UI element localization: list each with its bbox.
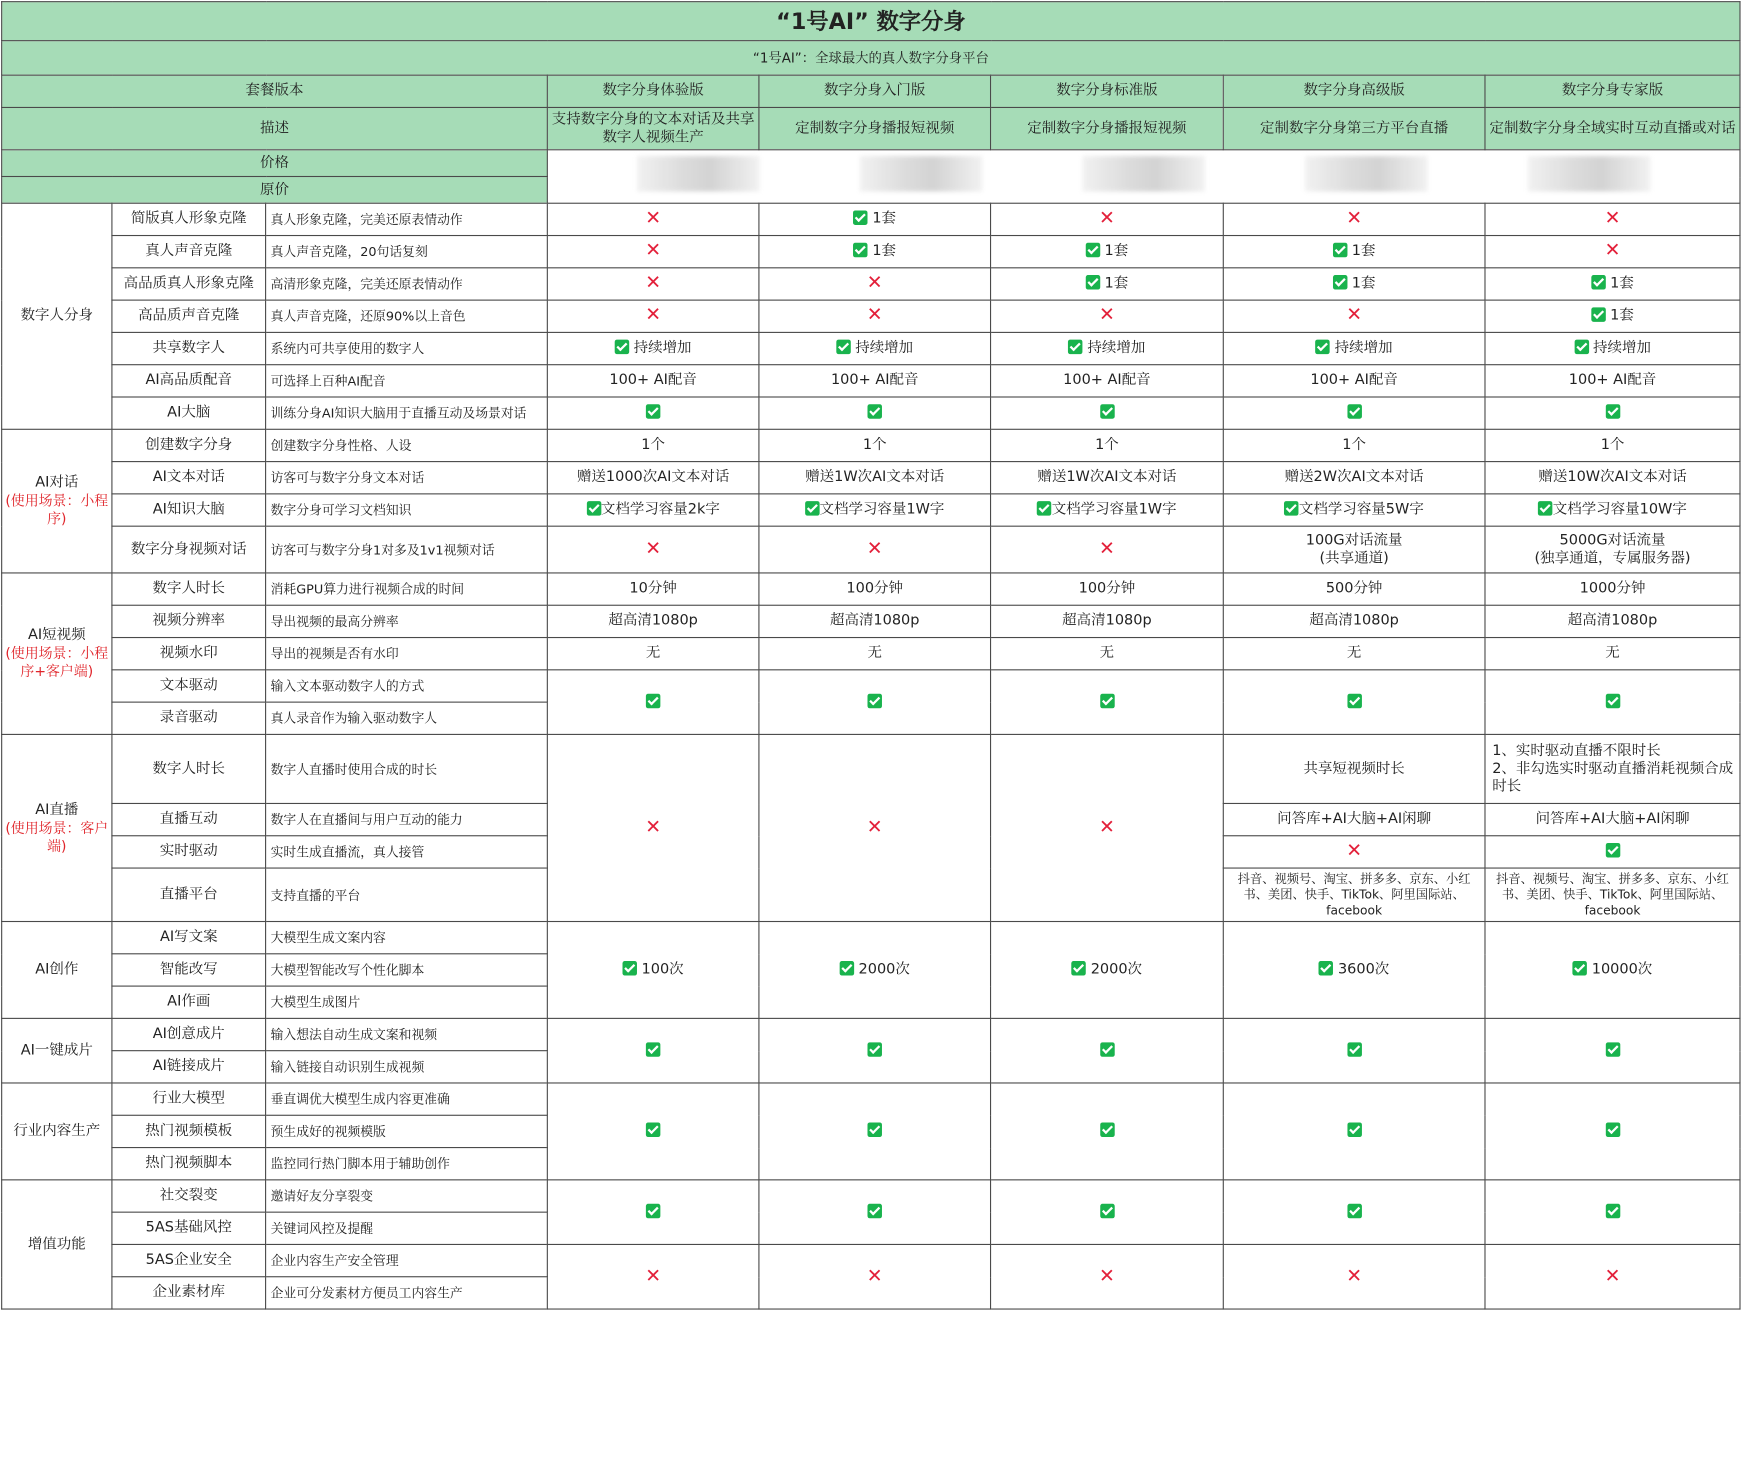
feature-desc: 导出的视频是否有水印 xyxy=(266,638,548,670)
cell-value: 问答库+AI大脑+AI闲聊 xyxy=(1485,803,1740,835)
feature-name: AI高品质配音 xyxy=(112,365,266,397)
group-label: AI一键成片 xyxy=(2,1018,112,1083)
feature-name: 直播平台 xyxy=(112,868,266,921)
feature-name: AI作画 xyxy=(112,986,266,1018)
cross-icon: ✕ xyxy=(1098,207,1115,230)
cell-value: 1个 xyxy=(1485,429,1740,461)
check-icon xyxy=(1068,340,1082,354)
check-icon xyxy=(836,340,850,354)
cross-icon: ✕ xyxy=(1346,1264,1363,1287)
cross-icon: ✕ xyxy=(645,271,662,294)
check-icon xyxy=(1319,961,1333,975)
check-icon xyxy=(1347,1042,1361,1056)
cell-value: 超高清1080p xyxy=(547,605,759,637)
cross-icon: ✕ xyxy=(866,815,883,838)
check-icon xyxy=(1347,1203,1361,1217)
page-title: “1号AI” 数字分身 xyxy=(2,2,1740,41)
cell-value: 100+ AI配音 xyxy=(547,365,759,397)
feature-desc: 真人形象克隆，完美还原表情动作 xyxy=(266,203,548,235)
plan-name: 数字分身高级版 xyxy=(1223,75,1485,107)
feature-desc: 大模型智能改写个性化脚本 xyxy=(266,954,548,986)
feature-desc: 大模型生成文案内容 xyxy=(266,922,548,954)
cell-value: 10分钟 xyxy=(547,573,759,605)
cell-value: 赠送1W次AI文本对话 xyxy=(759,462,991,494)
feature-name: 文本驱动 xyxy=(112,670,266,702)
group-label: AI直播 (使用场景：客户端) xyxy=(2,734,112,921)
cell-value: 1个 xyxy=(759,429,991,461)
feature-desc: 数字人在直播间与用户互动的能力 xyxy=(266,803,548,835)
cell-value: 100+ AI配音 xyxy=(759,365,991,397)
feature-name: 视频水印 xyxy=(112,638,266,670)
group-label: 行业内容生产 xyxy=(2,1083,112,1180)
feature-name: AI大脑 xyxy=(112,397,266,429)
cell-value: 100+ AI配音 xyxy=(1485,365,1740,397)
cross-icon: ✕ xyxy=(1346,839,1363,862)
cell-value: 无 xyxy=(991,638,1224,670)
group-label: 数字人分身 xyxy=(2,203,112,429)
feature-desc: 数字分身可学习文档知识 xyxy=(266,494,548,526)
plan-label: 套餐版本 xyxy=(2,75,548,107)
cross-icon: ✕ xyxy=(1098,1264,1115,1287)
cell-value: 100+ AI配音 xyxy=(1223,365,1485,397)
cross-icon: ✕ xyxy=(866,271,883,294)
check-icon xyxy=(867,693,881,707)
feature-name: 创建数字分身 xyxy=(112,429,266,461)
group-label: AI创作 xyxy=(2,922,112,1019)
check-icon xyxy=(805,501,819,515)
cell-value: 超高清1080p xyxy=(759,605,991,637)
cell-value: 超高清1080p xyxy=(991,605,1224,637)
feature-name: AI链接成片 xyxy=(112,1051,266,1083)
feature-name: 5AS基础风控 xyxy=(112,1212,266,1244)
cell-value: 100分钟 xyxy=(759,573,991,605)
cross-icon: ✕ xyxy=(1098,815,1115,838)
cell-value: 1个 xyxy=(1223,429,1485,461)
check-icon xyxy=(1605,1123,1619,1137)
check-icon xyxy=(1100,693,1114,707)
check-icon xyxy=(1100,1203,1114,1217)
feature-name: 直播互动 xyxy=(112,803,266,835)
cross-icon: ✕ xyxy=(866,304,883,327)
cell-value: 赠送10W次AI文本对话 xyxy=(1485,462,1740,494)
feature-name: 数字人时长 xyxy=(112,573,266,605)
cell-value: 无 xyxy=(1485,638,1740,670)
check-icon xyxy=(1591,307,1605,321)
check-icon xyxy=(1605,1042,1619,1056)
check-icon xyxy=(1573,961,1587,975)
feature-desc: 大模型生成图片 xyxy=(266,986,548,1018)
check-icon xyxy=(1574,340,1588,354)
feature-name: 热门视频模板 xyxy=(112,1115,266,1147)
cell-value: 1、实时驱动直播不限时长 2、非勾选实时驱动直播消耗视频合成时长 xyxy=(1485,734,1740,803)
check-icon xyxy=(586,501,600,515)
cell-value: 赠送1000次AI文本对话 xyxy=(547,462,759,494)
group-label: AI短视频 (使用场景：小程序+客户端) xyxy=(2,573,112,734)
check-icon xyxy=(853,210,867,224)
check-icon xyxy=(1347,1123,1361,1137)
cross-icon: ✕ xyxy=(866,537,883,560)
check-icon xyxy=(646,693,660,707)
plan-name: 数字分身专家版 xyxy=(1485,75,1740,107)
price-label: 价格 xyxy=(2,150,548,177)
cell-value: 无 xyxy=(547,638,759,670)
cell-value: 赠送1W次AI文本对话 xyxy=(991,462,1224,494)
feature-desc: 支持直播的平台 xyxy=(266,868,548,921)
cross-icon: ✕ xyxy=(645,304,662,327)
cell-value: 抖音、视频号、淘宝、拼多多、京东、小红书、美团、快手、TikTok、阿里国际站、facebook xyxy=(1223,868,1485,921)
check-icon xyxy=(1538,501,1552,515)
plan-name: 数字分身入门版 xyxy=(759,75,991,107)
feature-desc: 访客可与数字分身1对多及1v1视频对话 xyxy=(266,526,548,573)
feature-desc: 监控同行热门脚本用于辅助创作 xyxy=(266,1148,548,1180)
cross-icon: ✕ xyxy=(645,537,662,560)
check-icon xyxy=(1333,243,1347,257)
feature-desc: 实时生成直播流，真人接管 xyxy=(266,836,548,868)
feature-name: 视频分辨率 xyxy=(112,605,266,637)
cross-icon: ✕ xyxy=(1098,537,1115,560)
group-label: 增值功能 xyxy=(2,1180,112,1309)
cross-icon: ✕ xyxy=(645,815,662,838)
check-icon xyxy=(1086,275,1100,289)
cell-value: 超高清1080p xyxy=(1223,605,1485,637)
cell-value: 抖音、视频号、淘宝、拼多多、京东、小红书、美团、快手、TikTok、阿里国际站、facebook xyxy=(1485,868,1740,921)
cell-value: 无 xyxy=(1223,638,1485,670)
feature-desc: 创建数字分身性格、人设 xyxy=(266,429,548,461)
plan-desc: 定制数字分身全域实时互动直播或对话 xyxy=(1485,107,1740,149)
feature-desc: 系统内可共享使用的数字人 xyxy=(266,332,548,364)
feature-name: 热门视频脚本 xyxy=(112,1148,266,1180)
feature-name: 数字分身视频对话 xyxy=(112,526,266,573)
plan-desc: 定制数字分身播报短视频 xyxy=(991,107,1224,149)
feature-desc: 输入想法自动生成文案和视频 xyxy=(266,1018,548,1050)
feature-desc: 访客可与数字分身文本对话 xyxy=(266,462,548,494)
cell-value: 1个 xyxy=(991,429,1224,461)
feature-name: 高品质真人形象克隆 xyxy=(112,268,266,300)
feature-name: 社交裂变 xyxy=(112,1180,266,1212)
cross-icon: ✕ xyxy=(1346,207,1363,230)
feature-name: 共享数字人 xyxy=(112,332,266,364)
plan-desc: 支持数字分身的文本对话及共享数字人视频生产 xyxy=(547,107,759,149)
check-icon xyxy=(867,1123,881,1137)
feature-name: AI写文案 xyxy=(112,922,266,954)
cross-icon: ✕ xyxy=(1604,1264,1621,1287)
feature-desc: 企业内容生产安全管理 xyxy=(266,1244,548,1276)
desc-label: 描述 xyxy=(2,107,548,149)
feature-name: AI创意成片 xyxy=(112,1018,266,1050)
feature-desc: 输入链接自动识别生成视频 xyxy=(266,1051,548,1083)
cell-value: 超高清1080p xyxy=(1485,605,1740,637)
cell-value: 100分钟 xyxy=(991,573,1224,605)
cross-icon: ✕ xyxy=(645,207,662,230)
cell-value: 5000G对话流量 (独享通道，专属服务器) xyxy=(1485,526,1740,573)
feature-desc: 真人声音克隆，20句话复刻 xyxy=(266,236,548,268)
cell-value: 500分钟 xyxy=(1223,573,1485,605)
check-icon xyxy=(1605,404,1619,418)
feature-name: 实时驱动 xyxy=(112,836,266,868)
check-icon xyxy=(1605,843,1619,857)
check-icon xyxy=(1037,501,1051,515)
price-blurred xyxy=(547,150,1740,203)
cross-icon: ✕ xyxy=(1604,207,1621,230)
cell-value: 1个 xyxy=(547,429,759,461)
feature-name: 简版真人形象克隆 xyxy=(112,203,266,235)
feature-desc: 企业可分发素材方便员工内容生产 xyxy=(266,1277,548,1309)
check-icon xyxy=(867,1042,881,1056)
check-icon xyxy=(646,1203,660,1217)
cross-icon: ✕ xyxy=(645,1264,662,1287)
feature-desc: 导出视频的最高分辨率 xyxy=(266,605,548,637)
cell-value: 共享短视频时长 xyxy=(1223,734,1485,803)
group-label: AI对话 (使用场景：小程序) xyxy=(2,429,112,573)
feature-desc: 高清形象克隆，完美还原表情动作 xyxy=(266,268,548,300)
plan-desc: 定制数字分身播报短视频 xyxy=(759,107,991,149)
check-icon xyxy=(646,1042,660,1056)
cell-value: 问答库+AI大脑+AI闲聊 xyxy=(1223,803,1485,835)
check-icon xyxy=(1100,404,1114,418)
feature-desc: 真人录音作为输入驱动数字人 xyxy=(266,702,548,734)
feature-name: 5AS企业安全 xyxy=(112,1244,266,1276)
check-icon xyxy=(1316,340,1330,354)
plan-name: 数字分身标准版 xyxy=(991,75,1224,107)
check-icon xyxy=(1333,275,1347,289)
feature-desc: 预生成好的视频模版 xyxy=(266,1115,548,1147)
feature-name: 智能改写 xyxy=(112,954,266,986)
feature-desc: 数字人直播时使用合成的时长 xyxy=(266,734,548,803)
feature-desc: 消耗GPU算力进行视频合成的时间 xyxy=(266,573,548,605)
check-icon xyxy=(840,961,854,975)
check-icon xyxy=(646,1123,660,1137)
feature-desc: 关键词风控及提醒 xyxy=(266,1212,548,1244)
check-icon xyxy=(1086,243,1100,257)
plan-desc: 定制数字分身第三方平台直播 xyxy=(1223,107,1485,149)
feature-desc: 可选择上百种AI配音 xyxy=(266,365,548,397)
check-icon xyxy=(1605,693,1619,707)
feature-name: 行业大模型 xyxy=(112,1083,266,1115)
cell-value: 100+ AI配音 xyxy=(991,365,1224,397)
feature-desc: 输入文本驱动数字人的方式 xyxy=(266,670,548,702)
feature-desc: 真人声音克隆，还原90%以上音色 xyxy=(266,300,548,332)
pricing-table: “1号AI” 数字分身 “1号AI”：全球最大的真人数字分身平台 套餐版本 数字分身体验版 数字分身入门版 数字分身标准版 数字分身高级版 数字分身专家版 描述 支持数字分身的文本对话及共享数字人视频生产 定制数字分身播报短视频 定制数字分身播报短视频 定制数字分身第三方平台直播 定制数字分身全域实时互动直播或对话 价格 原价 数字人分身 简版真人形象克隆 真人形象克隆，完美还原表情动作 ✕ 1套 ✕ ✕ ✕ 真人声音克隆 真人声音克隆，20句话复刻 ✕ 1套 1套 1套 ✕ 高品质真人形象克隆 高清形象克隆，完美还原表情动作 ✕ ✕ 1套 1套 1套 高品质声音克隆 真人声音克隆，还原90%以上音色 ✕ ✕ ✕ ✕ 1套 共享数字人 系统内可共享使用的数字人 持续增加 持续增加 持续增加 持续增加 持续增加 AI高品质配音 可选择上百种AI配音 100+ AI配音 100+ AI配音 100+ AI配音 100+ AI配音 100+ AI配音 AI大脑 训练分身AI知识大脑用于直播互动及场景对话 AI对话 (使用场景：小程序) 创建数字分身 创建数字分身性格、人设 1个 1个 1个 1个 1个 AI文本对话 访客可与数字分身文本对话 赠送1000次AI文本对话 赠送1W次AI文本对话 赠送1W次AI文本对话 赠送2W次AI文本对话 赠送10W次AI文本对话 AI知识大脑 数字分身可学习文档知识 文档学习容量2k字 文档学习容量1W字 文档学习容量1W字 文档学习容量5W字 文档学习容量10W字 数字分身视频对话 访客可与数字分身1对多及1v1视频对话 ✕ ✕ ✕ 100G对话流量 (共享通道) 5000G对话流量 (独享通道，专属服务器) AI短视频 (使用场景：小程序+客户端) 数字人时长 消耗GPU算力进行视频合成的时间 10分钟 100分钟 100分钟 500分钟 1000分钟 视频分辨率 导出视频的最高分辨率 超高清1080p 超高清1080p 超高清1080p 超高清1080p 超高清1080p 视频水印 导出的视频是否有水印 无 无 无 无 无 文本驱动 输入文本驱动数字人的方式 录音驱动 真人录音作为输入驱动数字人 AI直播 (使用场景：客户端) 数字人时长 数字人直播时使用合成的时长 ✕ ✕ ✕ 共享短视频时长 1、实时驱动直播不限时长 2、非勾选实时驱动直播消耗视频合成时长 直播互动 数字人在直播间与用户互动的能力 问答库+AI大脑+AI闲聊 问答库+AI大脑+AI闲聊 实时驱动 实时生成直播流，真人接管 ✕ 直播平台 支持直播的平台 抖音、视频号、淘宝、拼多多、京东、小红书、美团、快手、TikTok、阿里国际站、facebook 抖音、视频号、淘宝、拼多多、京东、小红书、美团、快手、TikTok、阿里国际站、facebook AI创作 AI写文案 大模型生成文案内容 100次 2000次 2000次 3600次 10000次 智能改写 大模型智能改写个性化脚本 AI作画 大模型生成图片 AI一键成片 AI创意成片 输入想法自动生成文案和视频 AI链接成片 输入链接自动识别生成视频 行业内容生产 行业大模型 垂直调优大模型生成内容更准确 热门视频模板 预生成好的视频模版 热门视频脚本 监控同行热门脚本用于辅助创作 增值功能 社交裂变 邀请好友分享裂变 5AS基础风控 关键词风控及提醒 5AS企业安全 企业内容生产安全管理 ✕ ✕ ✕ ✕ ✕ 企业素材库 企业可分发素材方便员工内容生产 xyxy=(1,1,1741,1309)
check-icon xyxy=(853,243,867,257)
check-icon xyxy=(1100,1042,1114,1056)
cross-icon: ✕ xyxy=(645,239,662,262)
orig-price-label: 原价 xyxy=(2,177,548,204)
check-icon xyxy=(1605,1203,1619,1217)
check-icon xyxy=(1347,693,1361,707)
check-icon xyxy=(1100,1123,1114,1137)
plan-name: 数字分身体验版 xyxy=(547,75,759,107)
feature-name: 高品质声音克隆 xyxy=(112,300,266,332)
feature-desc: 垂直调优大模型生成内容更准确 xyxy=(266,1083,548,1115)
feature-name: AI知识大脑 xyxy=(112,494,266,526)
feature-name: 数字人时长 xyxy=(112,734,266,803)
feature-name: 真人声音克隆 xyxy=(112,236,266,268)
check-icon xyxy=(1591,275,1605,289)
check-icon xyxy=(623,961,637,975)
feature-name: 录音驱动 xyxy=(112,702,266,734)
check-icon xyxy=(867,404,881,418)
cross-icon: ✕ xyxy=(1098,304,1115,327)
cell-value: 赠送2W次AI文本对话 xyxy=(1223,462,1485,494)
cell-value: 100G对话流量 (共享通道) xyxy=(1223,526,1485,573)
feature-name: 企业素材库 xyxy=(112,1277,266,1309)
cross-icon: ✕ xyxy=(1346,304,1363,327)
check-icon xyxy=(1347,404,1361,418)
feature-desc: 邀请好友分享裂变 xyxy=(266,1180,548,1212)
cell-value: 无 xyxy=(759,638,991,670)
feature-name: AI文本对话 xyxy=(112,462,266,494)
page-subtitle: “1号AI”：全球最大的真人数字分身平台 xyxy=(2,41,1740,76)
cross-icon: ✕ xyxy=(866,1264,883,1287)
cell-value: 1000分钟 xyxy=(1485,573,1740,605)
check-icon xyxy=(1072,961,1086,975)
cross-icon: ✕ xyxy=(1604,239,1621,262)
feature-desc: 训练分身AI知识大脑用于直播互动及场景对话 xyxy=(266,397,548,429)
check-icon xyxy=(867,1203,881,1217)
check-icon xyxy=(646,404,660,418)
check-icon xyxy=(1284,501,1298,515)
check-icon xyxy=(615,340,629,354)
